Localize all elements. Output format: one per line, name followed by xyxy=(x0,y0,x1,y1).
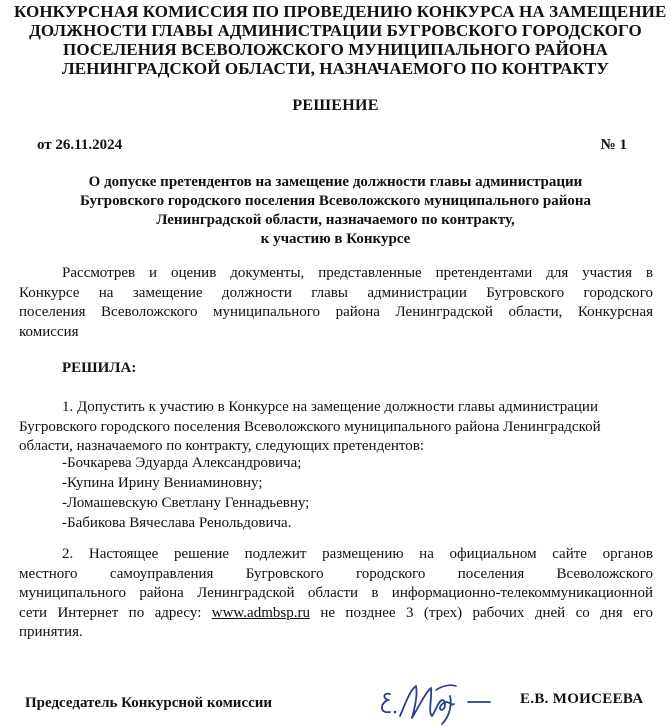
candidate-item: -Бабикова Вячеслава Ренольдовича. xyxy=(62,515,292,531)
intro-line: комиссия xyxy=(19,323,79,340)
item-1-line: Бугровского городского поселения Всеволожского муниципального района Ленинградской xyxy=(19,418,601,435)
decision-date: от 26.11.2024 xyxy=(37,137,123,153)
header-line: ЛЕНИНГРАДСКОЙ ОБЛАСТИ, НАЗНАЧАЕМОГО ПО КОНТРАКТУ xyxy=(61,59,610,78)
candidates-list xyxy=(62,453,309,533)
subject-line: к участию в Конкурсе xyxy=(260,231,411,247)
header-line: ПОСЕЛЕНИЯ ВСЕВОЛОЖСКОГО МУНИЦИПАЛЬНОГО РАЙОНА xyxy=(63,40,608,59)
candidate-item: -Ломашевскую Светлану Геннадьевну; xyxy=(62,495,310,511)
candidate-item: -Купина Ирину Вениаминовну; xyxy=(62,475,263,491)
item-2-text: не позднее 3 (трех) рабочих дней со дня его xyxy=(309,604,654,621)
decision-title: РЕШЕНИЕ xyxy=(292,97,379,114)
item-2-text: сети Интернет по адресу: xyxy=(19,604,212,621)
intro-line: поселения Всеволожского муниципального района Ленинградской области, Конкурсная xyxy=(19,304,653,320)
website-link[interactable]: www.admbsp.ru xyxy=(211,604,310,621)
header-line: ДОЛЖНОСТИ ГЛАВЫ АДМИНИСТРАЦИИ БУГРОВСКОГО ГОРОДСКОГО xyxy=(29,21,642,40)
intro-paragraph xyxy=(19,264,653,342)
chairman-name: Е.В. МОИСЕЕВА xyxy=(520,691,644,707)
handwritten-signature xyxy=(376,676,506,726)
item-2-line: 2. Настоящее решение подлежит размещению на официальном сайте органов xyxy=(62,546,653,562)
subject-line: Ленинградской области, назначаемого по контракту, xyxy=(156,212,515,228)
header-line: КОНКУРСНАЯ КОМИССИЯ ПО ПРОВЕДЕНИЮ КОНКУРСА НА ЗАМЕЩЕНИЕ xyxy=(14,2,667,21)
item-1-line: 1. Допустить к участию в Конкурсе на замещение должности главы администрации xyxy=(62,399,598,415)
item-1-paragraph xyxy=(19,398,653,457)
item-2-paragraph xyxy=(19,545,653,643)
item-2-line xyxy=(19,604,653,624)
commission-header xyxy=(14,2,667,78)
item-2-line: принятия. xyxy=(19,624,83,640)
item-2-line: местного самоуправления Бугровского городского поселения Всеволожского xyxy=(19,565,653,582)
decision-subject xyxy=(20,173,651,249)
intro-line: Рассмотрев и оценив документы, представленные претендентами для участия в xyxy=(62,265,653,281)
item-2-line: муниципального района Ленинградской области в информационно-телекоммуникационной xyxy=(19,585,653,601)
decision-number: № 1 xyxy=(600,137,627,153)
subject-line: Бугровского городского поселения Всеволожского муниципального района xyxy=(79,193,592,209)
intro-line: Конкурсе на замещение должности главы администрации Бугровского городского xyxy=(19,284,653,301)
subject-line: О допуске претендентов на замещение должности главы администрации xyxy=(88,174,583,190)
chairman-label: Председатель Конкурсной комиссии xyxy=(25,695,273,711)
candidate-item: -Бочкарева Эдуарда Александровича; xyxy=(62,455,302,471)
resolved-heading: РЕШИЛА: xyxy=(62,360,137,376)
item-1-line: области, назначаемого по контракту, следующих претендентов: xyxy=(19,438,425,454)
